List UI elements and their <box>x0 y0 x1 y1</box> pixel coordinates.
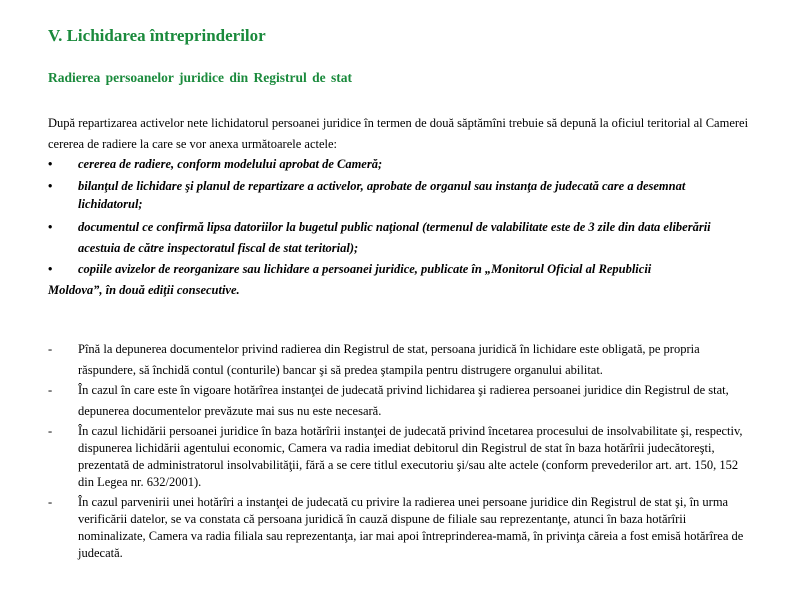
list-item-text: bilanţul de lichidare şi planul de repartizare a activelor, aprobate de organul sau instanţa de judecată care a desemnat <box>78 179 686 193</box>
section-title: V. Lichidarea întreprinderilor <box>48 26 266 45</box>
list-item-text: copiile avizelor de reorganizare sau lichidare a persoanei juridice, publicate în „Monitorul Oficial al Republicii <box>78 262 652 276</box>
note-text: În cazul lichidării persoanei juridice în baza hotărîrii instanţei de judecată privind încetarea procesului de insolvabilitate şi, respectiv, dispunerea lichidării agentului economic, Camera va radia imediat debitorul din Registrul de stat în baza hotărîrii judecătoreşti, prezentată de administratorul insolvabilităţii, fără a se cere titlul executoriu şi/sau alte actele (conform prevederilor art. art. 150, 152 din Legea nr. 632/2001). <box>78 424 743 489</box>
list-item-text-continued: Moldova”, în două ediţii consecutive. <box>48 283 240 297</box>
dash-icon: - <box>48 424 53 438</box>
note-item <box>48 423 756 491</box>
bullet-icon: • <box>48 220 53 234</box>
list-item <box>48 259 756 280</box>
list-item <box>48 217 756 259</box>
intro-paragraph: După repartizarea activelor nete lichidatorul persoanei juridice în termen de două săptămîni trebuie să depună la oficiul teritorial al Camerei cererea de radiere la care se vor anexa următoarele actele: <box>48 116 749 151</box>
list-item-text-continued: lichidatorul; <box>78 197 143 211</box>
section-subtitle: Radierea persoanelor juridice din Registrul de stat <box>48 70 352 85</box>
dash-icon: - <box>48 383 53 397</box>
bullet-icon: • <box>48 262 53 276</box>
note-text: Pînă la depunerea documentelor privind radierea din Registrul de stat, persoana juridică în lichidare este obligată, pe propria răspundere, să închidă contul (conturile) bancar şi să predea ştampila pentru distrugere organului abilitat. <box>78 342 700 377</box>
list-item <box>48 154 756 175</box>
list-item-text: documentul ce confirmă lipsa datoriilor la bugetul public naţional (termenul de valabilitate este de 3 zile din data eliberării acestuia de către inspectoratul fiscal de stat teritorial); <box>78 220 711 255</box>
note-item <box>48 380 756 421</box>
note-item <box>48 494 756 562</box>
list-item <box>48 175 756 217</box>
bullet-icon: • <box>48 179 53 193</box>
note-text: În cazul parvenirii unei hotărîri a instanţei de judecată cu privire la radierea unei persoane juridice din Registrul de stat şi, în urma verificării datelor, se va constata că persoana juridică în cauză dispune de filiale sau reprezentanţe, atunci în baza hotărîrii nominalizate, Camera va radia filiala sau reprezentanţa, iar mai apoi întreprinderea-mamă, în privinţa căreia a fost emisă hotărîrea de judecată. <box>78 495 744 560</box>
dash-icon: - <box>48 495 53 509</box>
procedure-notes-list <box>48 339 756 562</box>
note-text: În cazul în care este în vigoare hotărîrea instanţei de judecată privind lichidarea şi radierea persoanei juridice din Registrul de stat, depunerea documentelor prevăzute mai sus nu este necesară. <box>78 383 729 418</box>
note-item <box>48 339 756 380</box>
required-documents-list <box>48 154 756 301</box>
bullet-icon: • <box>48 157 53 171</box>
list-item-text: cererea de radiere, conform modelului aprobat de Cameră; <box>78 157 383 171</box>
dash-icon: - <box>48 342 53 356</box>
